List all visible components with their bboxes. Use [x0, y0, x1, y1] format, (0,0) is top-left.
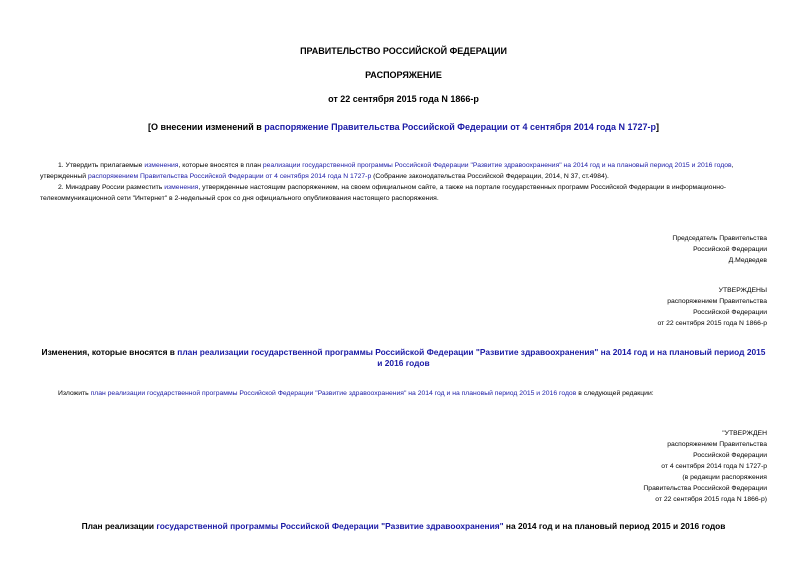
approval-line: Российской Федерации: [693, 309, 767, 316]
plan-title-link[interactable]: государственной программы Российской Федерации "Развитие здравоохранения": [156, 521, 504, 531]
signature-block: [547, 233, 767, 266]
item1-text-1: 1. Утвердить прилагаемые: [58, 162, 145, 169]
approval-line: от 4 сентября 2014 года N 1727-р: [661, 463, 767, 470]
signature-name: Д.Медведев: [728, 257, 767, 264]
document-type-heading: РАСПОРЯЖЕНИЕ: [365, 70, 442, 80]
approval-line: "УТВЕРЖДЕН: [722, 430, 767, 437]
subject-open: [О внесении изменений в: [147, 122, 265, 132]
document-subject: [0, 122, 807, 132]
document-date-number: от 22 сентября 2015 года N 1866-р: [328, 94, 479, 104]
plan-title: [0, 521, 807, 531]
changes-title-link[interactable]: план реализации государственной программы Российской Федерации "Развитие здравоохранения" на 2014 год и на плановый период 2015 и 2016 годов: [177, 347, 766, 368]
approval-stamp-1: [547, 285, 767, 329]
approval-line: распоряжением Правительства: [667, 441, 767, 448]
paragraph-item-2: [40, 182, 770, 204]
approval-line: Правительства Российской Федерации: [643, 485, 767, 492]
item1-link-plan[interactable]: реализации государственной программы Российской Федерации "Развитие здравоохранения" на 2014 год и на плановый период 2015 и 2016 годов: [262, 162, 732, 169]
item1-text-4: (Собрание законодательства Российской Федерации, 2014, N 37, ст.4984).: [371, 173, 609, 180]
approval-line: распоряжением Правительства: [667, 298, 767, 305]
item1-text-3: , утвержденный: [40, 162, 734, 180]
approval-line: Российской Федерации: [693, 452, 767, 459]
instruction-text-2: в следующей редакции:: [576, 390, 654, 397]
signature-line: Председатель Правительства: [672, 235, 767, 242]
approval-line: от 22 сентября 2015 года N 1866-р): [655, 496, 767, 503]
item2-link-changes[interactable]: изменения: [164, 184, 199, 191]
subject-close: ]: [656, 122, 660, 132]
item1-link-changes[interactable]: изменения: [144, 162, 179, 169]
approval-line: (в редакции распоряжения: [682, 474, 767, 481]
item1-link-order[interactable]: распоряжением Правительства Российской Федерации от 4 сентября 2014 года N 1727-р: [87, 173, 372, 180]
instruction-link-plan[interactable]: план реализации государственной программы Российской Федерации "Развитие здравоохранения" на 2014 год и на плановый период 2015 и 2016 годов: [90, 390, 577, 397]
item2-text-2: , утвержденные настоящим распоряжением, на своем официальном сайте, а также на портале государственных программ Российской Федерации в информационно-телекоммуникационной сети "Интернет" в 2-недельный срок со дня официального опубликования настоящего распоряжения.: [40, 184, 727, 202]
item1-text-2: , которые вносятся в план: [178, 162, 263, 169]
approval-line: УТВЕРЖДЕНЫ: [718, 287, 767, 294]
government-heading: ПРАВИТЕЛЬСТВО РОССИЙСКОЙ ФЕДЕРАЦИИ: [300, 46, 507, 56]
paragraph-item-1: [40, 160, 770, 182]
signature-line: Российской Федерации: [693, 246, 767, 253]
approval-line: от 22 сентября 2015 года N 1866-р: [657, 320, 767, 327]
changes-title: [40, 347, 767, 369]
plan-title-text-1: План реализации: [81, 521, 157, 531]
subject-link[interactable]: распоряжение Правительства Российской Федерации от 4 сентября 2014 года N 1727-р: [264, 122, 657, 132]
instruction-paragraph: [40, 388, 770, 399]
item2-text-1: 2. Минздраву России разместить: [58, 184, 165, 191]
instruction-text-1: Изложить: [58, 390, 91, 397]
changes-title-text: Изменения, которые вносятся в: [41, 347, 178, 357]
approval-stamp-2: [547, 428, 767, 505]
plan-title-text-2: на 2014 год и на плановый период 2015 и 2016 годов: [503, 521, 726, 531]
